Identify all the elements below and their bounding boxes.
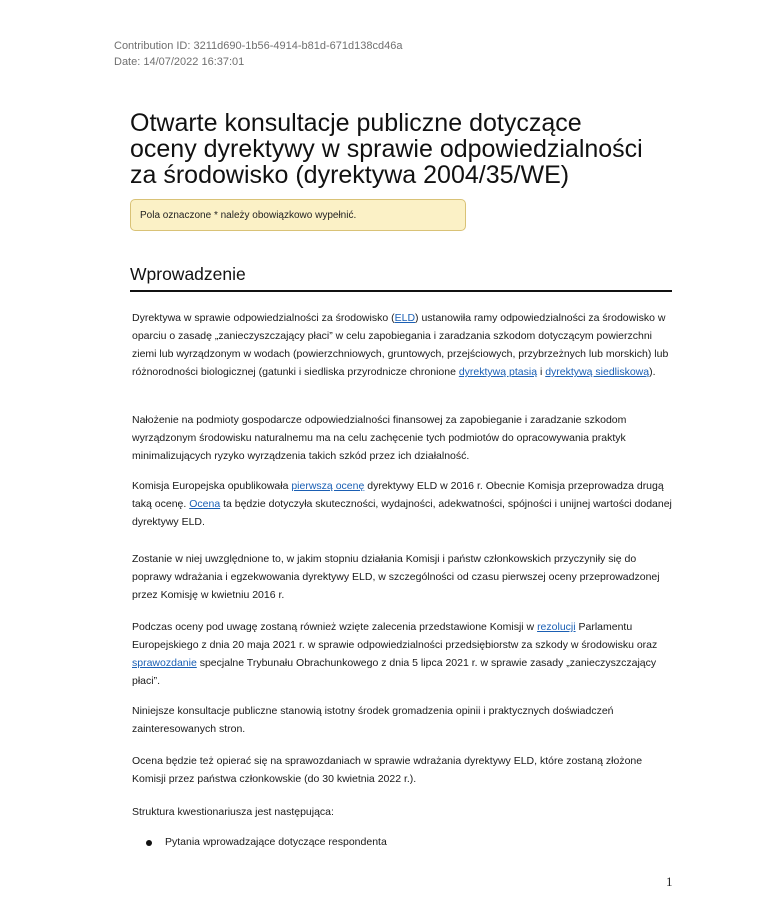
contribution-id: Contribution ID: 3211d690-1b56-4914-b81d-671d138cd46a xyxy=(114,40,403,52)
section-title: Wprowadzenie xyxy=(130,264,672,292)
required-fields-notice: Pola oznaczone * należy obowiązkowo wypełnić. xyxy=(130,199,466,231)
title-line-3: za środowisko (dyrektywa 2004/35/WE) xyxy=(130,161,570,189)
paragraph-text: ). xyxy=(649,366,656,378)
paragraph-recommendations xyxy=(132,618,677,690)
paragraph-text: i xyxy=(537,366,546,378)
habitats-directive-link[interactable]: dyrektywą siedliskową xyxy=(545,366,650,378)
paragraph-financial-liability: Nałożenie na podmioty gospodarcze odpowiedzialności finansowej za zapobieganie i zaradzanie szkodom wyrządzonym środowisku naturalnemu ma na celu zachęcenie tych podmiotów do opracowywania praktyk minimalizujących ryzyko wyrządzenia takich szkód przez ich działalność. xyxy=(132,414,627,462)
page-title xyxy=(130,110,690,188)
paragraph-consultation: Niniejsze konsultacje publiczne stanowią istotny środek gromadzenia opinii i praktycznych doświadczeń zainteresowanych stron. xyxy=(132,705,614,735)
birds-directive-link[interactable]: dyrektywą ptasią xyxy=(458,366,538,378)
paragraph-reports: Ocena będzie też opierać się na sprawozdaniach w sprawie wdrażania dyrektywy ELD, które zostaną złożone Komisji przez państwa członkowskie (do 30 kwietnia 2022 r.). xyxy=(132,755,643,785)
paragraph-text: ) ustanowiła ramy odpowiedzialności za środowisko w oparciu o zasadę „zanieczyszczający płaci” w celu zapobiegania i zaradzania szkodom dotyczącym powierzchni ziemi lub wyrządzonym w wodach (powierzchniowych, gruntowych, przejściowych, przybrzeżnych lub morskich) lub różnorodności biologicznej (gatunki i siedliska przyrodnicze chronione xyxy=(132,312,669,378)
paragraph-text: Podczas oceny pod uwagę zostaną również wzięte zalecenia przedstawione Komisji w xyxy=(132,621,538,633)
page-number: 1 xyxy=(666,874,673,889)
title-line-2: oceny dyrektywy w sprawie odpowiedzialności xyxy=(130,135,643,163)
paragraph-scope: Zostanie w niej uwzględnione to, w jakim stopniu działania Komisji i państw członkowskich przyczyniły się do poprawy wdrażania i egzekwowania dyrektywy ELD, w szczególności od czasu pierwszej oceny przeprowadzonej przez Komisję w kwietniu 2016 r. xyxy=(132,553,660,601)
report-link[interactable]: sprawozdanie xyxy=(132,657,197,669)
evaluation-link[interactable]: Ocena xyxy=(189,498,221,510)
paragraph-text: Dyrektywa w sprawie odpowiedzialności za środowisko ( xyxy=(132,312,395,324)
paragraph-structure: Struktura kwestionariusza jest następująca: xyxy=(132,806,334,818)
eld-link[interactable]: ELD xyxy=(394,312,416,324)
paragraph-text: Komisja Europejska opublikowała xyxy=(132,480,292,492)
paragraph-text: specjalne Trybunału Obrachunkowego z dnia 5 lipca 2021 r. w sprawie zasady „zanieczyszczający płaci”. xyxy=(132,657,657,687)
bullet-icon xyxy=(146,840,152,846)
paragraph-text: Parlamentu Europejskiego z dnia 20 maja 2021 r. w sprawie odpowiedzialności przedsiębiorstw za szkody w środowisku oraz xyxy=(132,621,658,651)
submission-date: Date: 14/07/2022 16:37:01 xyxy=(114,56,245,68)
paragraph-text: ta będzie dotyczyła skuteczności, wydajności, adekwatności, spójności i unijnej wartości dodanej dyrektywy ELD. xyxy=(132,498,672,528)
document-meta xyxy=(114,38,402,70)
resolution-link[interactable]: rezolucji xyxy=(537,621,576,633)
paragraph-text: dyrektywy ELD w 2016 r. Obecnie Komisja przeprowadza drugą taką ocenę. xyxy=(132,480,664,510)
paragraph-evaluation xyxy=(132,477,677,531)
paragraph-eld xyxy=(132,309,677,381)
list-item-label: Pytania wprowadzające dotyczące respondenta xyxy=(165,836,387,848)
title-line-1: Otwarte konsultacje publiczne dotyczące xyxy=(130,109,582,137)
first-evaluation-link[interactable]: pierwszą ocenę xyxy=(291,480,365,492)
